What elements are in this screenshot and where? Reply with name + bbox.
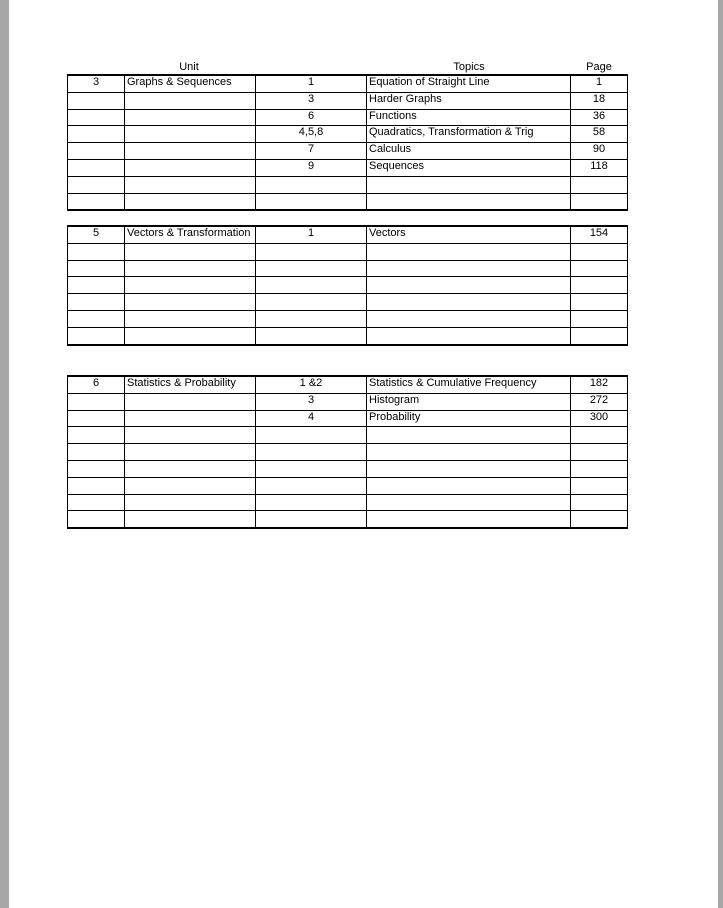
unit-table-graphs-sequences <box>67 74 628 211</box>
chapter-cell: 3 <box>256 393 367 410</box>
unit-number: 6 <box>68 376 125 393</box>
table-row <box>68 159 628 176</box>
table-row <box>68 143 628 160</box>
table-row-empty <box>68 277 628 294</box>
page-cell: 58 <box>571 126 628 143</box>
table-row <box>68 126 628 143</box>
topic-cell: Calculus <box>367 143 571 160</box>
chapter-cell: 1 <box>256 226 367 243</box>
unit-number: 5 <box>68 226 125 243</box>
chapter-cell: 6 <box>256 109 367 126</box>
topic-cell: Sequences <box>367 159 571 176</box>
page-column-header: Page <box>586 61 612 73</box>
table-row <box>68 393 628 410</box>
unit-name: Statistics & Probability <box>125 376 256 393</box>
topics-column-header: Topics <box>453 61 485 73</box>
right-page-gutter <box>718 0 723 908</box>
table-row-empty <box>68 477 628 494</box>
unit-column-header: Unit <box>179 61 199 73</box>
table-row-empty <box>68 460 628 477</box>
left-page-gutter <box>0 0 9 908</box>
page-cell: 90 <box>571 143 628 160</box>
table-row <box>68 226 628 243</box>
unit-name: Vectors & Transformation <box>125 226 256 243</box>
chapter-cell: 9 <box>256 159 367 176</box>
topic-cell: Vectors <box>367 226 571 243</box>
topic-cell: Probability <box>367 410 571 427</box>
topic-cell: Functions <box>367 109 571 126</box>
topic-cell: Histogram <box>367 393 571 410</box>
page-cell: 18 <box>571 92 628 109</box>
table-row <box>68 410 628 427</box>
table-row <box>68 75 628 92</box>
table-row <box>68 92 628 109</box>
table-row-empty <box>68 176 628 193</box>
table-row-empty <box>68 260 628 277</box>
table-row-empty <box>68 310 628 327</box>
unit-table-vectors-transformation <box>67 225 628 346</box>
table-row-empty <box>68 243 628 260</box>
topic-cell: Statistics & Cumulative Frequency <box>367 376 571 393</box>
table-row-empty <box>68 427 628 444</box>
page-cell: 300 <box>571 410 628 427</box>
chapter-cell: 1 <box>256 75 367 92</box>
topic-cell: Equation of Straight Line <box>367 75 571 92</box>
table-row-empty <box>68 444 628 461</box>
page-cell: 154 <box>571 226 628 243</box>
table-row <box>68 109 628 126</box>
chapter-cell: 4,5,8 <box>256 126 367 143</box>
table-row-empty <box>68 327 628 344</box>
page-cell: 1 <box>571 75 628 92</box>
page-cell: 182 <box>571 376 628 393</box>
chapter-cell: 3 <box>256 92 367 109</box>
table-row-empty <box>68 494 628 511</box>
chapter-cell: 7 <box>256 143 367 160</box>
unit-name: Graphs & Sequences <box>125 75 256 92</box>
chapter-cell: 1 &2 <box>256 376 367 393</box>
topic-cell: Quadratics, Transformation & Trig <box>367 126 571 143</box>
page-cell: 36 <box>571 109 628 126</box>
page-cell: 118 <box>571 159 628 176</box>
table-row-empty <box>68 511 628 528</box>
page-cell: 272 <box>571 393 628 410</box>
table-row-empty <box>68 193 628 210</box>
unit-number: 3 <box>68 75 125 92</box>
table-row <box>68 376 628 393</box>
topic-cell: Harder Graphs <box>367 92 571 109</box>
table-row-empty <box>68 294 628 311</box>
unit-table-statistics-probability <box>67 375 628 529</box>
chapter-cell: 4 <box>256 410 367 427</box>
